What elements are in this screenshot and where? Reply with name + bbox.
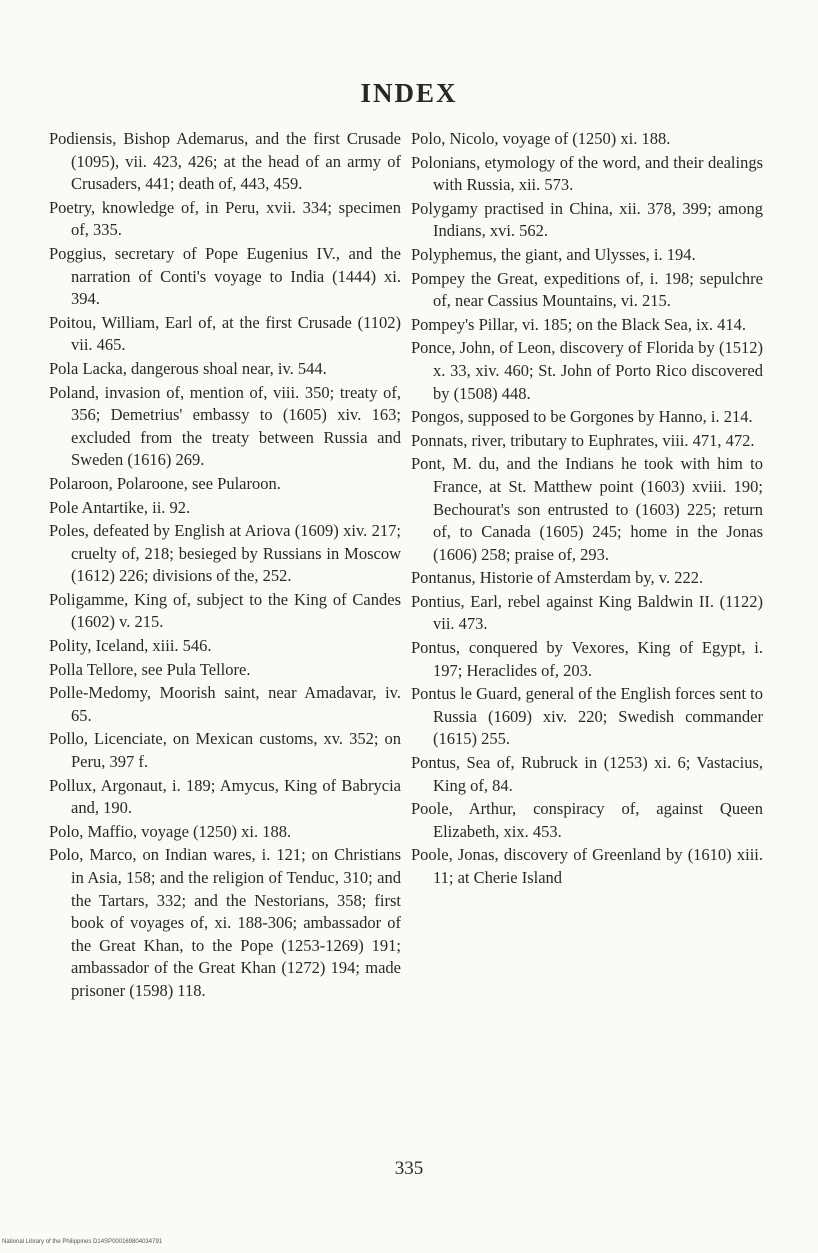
index-entry: Poole, Jonas, discovery of Greenland by (1610) xiii. 11; at Cherie Island bbox=[411, 845, 763, 887]
index-entry: Pontus, conquered by Vexores, King of Egypt, i. 197; Heraclides of, 203. bbox=[411, 638, 763, 680]
index-column-right bbox=[411, 128, 763, 891]
index-entry: Polaroon, Polaroone, see Pularoon. bbox=[49, 473, 281, 493]
index-entry: Polo, Marco, on Indian wares, i. 121; on Christians in Asia, 158; and the religion of Tenduc, 310; and the Tartars, 332; and the Nestorians, 358; first book of voyages of, xi. 188-306; ambassador of the Great Khan, to the Pope (1253-1269) 191; ambassador of the Great Khan (1272) 194; made prisoner (1598) 118. bbox=[49, 845, 401, 1000]
index-entry: Poligamme, King of, subject to the King of Candes (1602) v. 215. bbox=[49, 589, 401, 632]
index-entry: Poole, Arthur, conspiracy of, against Queen Elizabeth, xix. 453. bbox=[411, 799, 763, 841]
index-entry: Pontanus, Historie of Amsterdam by, v. 222. bbox=[411, 568, 704, 588]
index-entry: Polity, Iceland, xiii. 546. bbox=[49, 636, 212, 656]
index-entry: Poggius, secretary of Pope Eugenius IV., and the narration of Conti's voyage to India (1444) xi. 394. bbox=[49, 243, 401, 309]
index-entry: Poles, defeated by English at Ariova (1609) xiv. 217; cruelty of, 218; besieged by Russians in Moscow (1612) 226; divisions of the, 252. bbox=[49, 521, 401, 586]
index-entry: Podiensis, Bishop Ademarus, and the first Crusade (1095), vii. 423, 426; at the head of an army of Crusaders, 441; death of, 443, 459. bbox=[49, 129, 401, 194]
index-entry: Poland, invasion of, mention of, viii. 350; treaty of, 356; Demetrius' embassy to (1605) xiv. 163; excluded from the treaty between Russia and Sweden (1616) 269. bbox=[49, 382, 401, 470]
index-entry: Pole Antartike, ii. 92. bbox=[49, 497, 191, 517]
index-entry: Polo, Nicolo, voyage of (1250) xi. 188. bbox=[411, 129, 671, 148]
page-title: INDEX bbox=[360, 78, 458, 108]
index-entry: Poetry, knowledge of, in Peru, xvii. 334; specimen of, 335. bbox=[49, 197, 401, 240]
scan-footer: National Library of the Philippines D14SP000169804034791 bbox=[2, 1239, 163, 1245]
index-entry: Pontus, Sea of, Rubruck in (1253) xi. 6; Vastacius, King of, 84. bbox=[411, 753, 763, 795]
index-entry: Pola Lacka, dangerous shoal near, iv. 544. bbox=[49, 358, 327, 378]
index-entry: Ponnats, river, tributary to Euphrates, viii. 471, 472. bbox=[411, 430, 755, 450]
index-entry: Pompey's Pillar, vi. 185; on the Black Sea, ix. 414. bbox=[411, 314, 747, 334]
page-number: 335 bbox=[394, 1158, 424, 1179]
index-entry: Pollo, Licenciate, on Mexican customs, xv. 352; on Peru, 397 f. bbox=[49, 729, 401, 772]
index-entry: Ponce, John, of Leon, discovery of Florida by (1512) x. 33, xiv. 460; St. John of Porto Rico discovered by (1508) 448. bbox=[411, 338, 763, 403]
index-entry: Pollux, Argonaut, i. 189; Amycus, King of Babrycia and, 190. bbox=[49, 775, 401, 818]
index-entry: Polla Tellore, see Pula Tellore. bbox=[49, 659, 251, 679]
index-entry: Polle-Medomy, Moorish saint, near Amadavar, iv. 65. bbox=[49, 683, 401, 725]
index-entry: Pompey the Great, expeditions of, i. 198; sepulchre of, near Cassius Mountains, vi. 215. bbox=[411, 268, 763, 311]
index-entry: Pont, M. du, and the Indians he took with him to France, at St. Matthew point (1603) xviii. 190; Bechourat's son entrusted to (1603) 225; return of, to Canada (1605) 245; home in the Jonas (1606) 258; praise of, 293. bbox=[411, 454, 763, 564]
index-entry: Pongos, supposed to be Gorgones by Hanno, i. 214. bbox=[411, 407, 753, 427]
index-entry: Polo, Maffio, voyage (1250) xi. 188. bbox=[49, 821, 292, 841]
index-entry: Pontius, Earl, rebel against King Baldwin II. (1122) vii. 473. bbox=[411, 591, 763, 634]
index-entry: Polonians, etymology of the word, and their dealings with Russia, xii. 573. bbox=[411, 152, 763, 195]
index-entry: Poitou, William, Earl of, at the first Crusade (1102) vii. 465. bbox=[49, 312, 401, 355]
index-entry: Pontus le Guard, general of the English forces sent to Russia (1609) xiv. 220; Swedish commander (1615) 255. bbox=[411, 684, 763, 749]
index-column-left bbox=[49, 128, 401, 1004]
index-entry: Polygamy practised in China, xii. 378, 399; among Indians, xvi. 562. bbox=[411, 198, 763, 241]
index-entry: Polyphemus, the giant, and Ulysses, i. 194. bbox=[411, 244, 696, 264]
